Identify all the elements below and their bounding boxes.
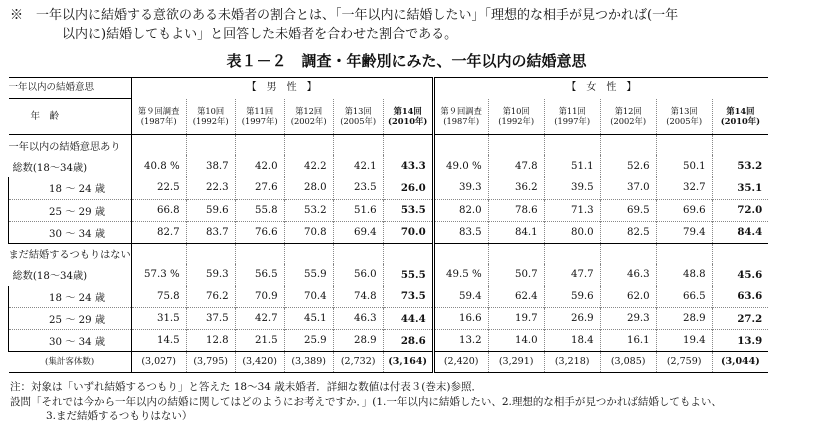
survey-header-male-1 (131, 99, 186, 135)
value-cell-female: 69.5 (600, 199, 656, 221)
value-cell-female: 48.8 (656, 264, 712, 286)
survey-year: (1997年) (241, 116, 278, 127)
group-label: 一年以内の結婚意思あり (8, 141, 121, 153)
blank-cell (433, 243, 488, 264)
value-cell-female: 50.1 (656, 155, 712, 177)
survey-year: (2002年) (290, 116, 327, 127)
value-cell-female: 26.9 (544, 308, 600, 330)
value-cell-male: 21.5 (235, 330, 284, 352)
survey-year: (2010年) (720, 116, 761, 127)
totals-cell-female: (2,420) (433, 352, 488, 373)
value-cell-female: 47.8 (488, 155, 544, 177)
survey-name: 第10回 (197, 106, 225, 117)
blank-cell (600, 135, 656, 156)
value-cell-female: 45.6 (712, 264, 768, 286)
value-cell-female: 72.0 (712, 199, 768, 221)
value-cell-male: 38.7 (186, 155, 235, 177)
table-row (9, 286, 769, 308)
row-label: 総数(18～34歳) (12, 162, 88, 174)
row-label: 18 ～ 24 歳 (9, 286, 132, 308)
value-cell-female: 18.4 (544, 330, 600, 352)
value-cell-female: 36.2 (488, 177, 544, 199)
survey-name: 第11回 (558, 106, 586, 117)
footnote-line-3: 3.まだ結婚するつもりはない） (46, 410, 193, 422)
value-cell-male: 74.8 (333, 286, 383, 308)
survey-year: (1992年) (498, 116, 535, 127)
blank-cell (284, 135, 333, 156)
value-cell-female: 13.2 (433, 330, 488, 352)
value-cell-female: 29.3 (600, 308, 656, 330)
blank-cell (383, 243, 433, 264)
value-cell-male: 25.9 (284, 330, 333, 352)
value-cell-female: 19.4 (656, 330, 712, 352)
survey-header-female-4 (600, 99, 656, 135)
value-cell-male: 42.2 (284, 155, 333, 177)
blank-cell (656, 135, 712, 156)
value-cell-male: 66.8 (131, 199, 186, 221)
value-cell-female: 28.9 (656, 308, 712, 330)
value-cell-male: 51.6 (333, 199, 383, 221)
totals-cell-male: (3,389) (284, 352, 333, 373)
value-cell-male: 59.3 (186, 264, 235, 286)
row-label: 25 ～ 29 歳 (9, 199, 132, 221)
row-label: 25 ～ 29 歳 (9, 308, 132, 330)
footnote-line-2: 設問「それでは今から一年以内の結婚に関してはどのようにお考えですか．」(1.一年以内に結婚したい、2.理想的な相手が見つかれば結婚してもよい、 (10, 396, 722, 408)
value-cell-male: 22.3 (186, 177, 235, 199)
survey-year: (1987年) (140, 116, 177, 127)
value-cell-female: 53.2 (712, 155, 768, 177)
value-cell-male: 83.7 (186, 221, 235, 243)
survey-year: (1992年) (192, 116, 229, 127)
footnote-line-1: 注：対象は「いずれ結婚するつもり」と答えた 18～34 歳未婚者．詳細な数値は付表３(巻末)参照． (10, 381, 482, 393)
blank-cell (235, 135, 284, 156)
blank-cell (656, 243, 712, 264)
table-row (9, 221, 769, 243)
value-cell-female: 82.0 (433, 199, 488, 221)
value-cell-female: 39.5 (544, 177, 600, 199)
value-cell-female: 84.4 (712, 221, 768, 243)
row-label: 総数(18～34歳) (12, 271, 88, 282)
blank-cell (544, 135, 600, 156)
survey-name: 第13回 (670, 106, 698, 117)
survey-header-male-6 (383, 99, 433, 135)
table-row (9, 155, 769, 177)
note-line-1: ※ 一年以内に結婚する意欲のある未婚者の割合とは、「一年以内に結婚したい」「理想的な相手が見つかれば(一年 (10, 8, 679, 23)
value-cell-male: 28.6 (383, 330, 433, 352)
group-header-row (9, 243, 769, 264)
survey-header-male-4 (284, 99, 333, 135)
survey-year: (1987年) (443, 116, 480, 127)
value-cell-male: 27.6 (235, 177, 284, 199)
survey-year: (2005年) (340, 116, 377, 127)
blank-cell (333, 243, 383, 264)
value-cell-male: 76.6 (235, 221, 284, 243)
totals-cell-male: (3,420) (235, 352, 284, 373)
group-label: まだ結婚するつもりはない (8, 250, 131, 261)
value-cell-male: 55.9 (284, 264, 333, 286)
value-cell-female: 49.5 % (433, 264, 488, 286)
totals-cell-female: (3,291) (488, 352, 544, 373)
table-row (9, 264, 769, 286)
value-cell-female: 63.6 (712, 286, 768, 308)
value-cell-male: 45.1 (284, 308, 333, 330)
survey-name: 第９回調査 (137, 106, 180, 117)
value-cell-female: 51.1 (544, 155, 600, 177)
table-row (9, 199, 769, 221)
survey-name: 第９回調査 (440, 106, 482, 117)
blank-cell (186, 135, 235, 156)
value-cell-male: 55.8 (235, 199, 284, 221)
survey-header-female-5 (656, 99, 712, 135)
value-cell-female: 59.4 (433, 286, 488, 308)
value-cell-female: 39.3 (433, 177, 488, 199)
value-cell-male: 57.3 % (131, 264, 186, 286)
survey-header-male-2 (186, 99, 235, 135)
value-cell-male: 42.0 (235, 155, 284, 177)
row-label: 18 ～ 24 歳 (9, 177, 132, 199)
totals-cell-female: (3,044) (712, 352, 768, 373)
value-cell-female: 16.6 (433, 308, 488, 330)
blank-cell (383, 135, 433, 156)
value-cell-female: 62.0 (600, 286, 656, 308)
value-cell-female: 49.0 % (433, 155, 488, 177)
blank-cell (712, 135, 768, 156)
survey-name: 第13回 (344, 106, 372, 117)
value-cell-male: 70.9 (235, 286, 284, 308)
totals-cell-male: (2,732) (333, 352, 383, 373)
value-cell-female: 71.3 (544, 199, 600, 221)
value-cell-male: 14.5 (131, 330, 186, 352)
totals-cell-female: (3,218) (544, 352, 600, 373)
value-cell-male: 53.5 (383, 199, 433, 221)
blank-cell (488, 135, 544, 156)
value-cell-male: 26.0 (383, 177, 433, 199)
value-cell-female: 50.7 (488, 264, 544, 286)
value-cell-male: 53.2 (284, 199, 333, 221)
value-cell-male: 31.5 (131, 308, 186, 330)
male-header: 【 男 性 】 (131, 78, 433, 99)
value-cell-female: 69.6 (656, 199, 712, 221)
value-cell-male: 55.5 (383, 264, 433, 286)
female-header: 【 女 性 】 (433, 78, 768, 99)
survey-header-male-3 (235, 99, 284, 135)
blank-cell (235, 243, 284, 264)
value-cell-male: 28.0 (284, 177, 333, 199)
value-cell-female: 82.5 (600, 221, 656, 243)
value-cell-male: 44.4 (383, 308, 433, 330)
blank-cell (712, 243, 768, 264)
value-cell-male: 56.5 (235, 264, 284, 286)
value-cell-male: 42.1 (333, 155, 383, 177)
value-cell-female: 78.6 (488, 199, 544, 221)
totals-label: (集計客体数) (45, 357, 95, 367)
value-cell-female: 84.1 (488, 221, 544, 243)
value-cell-male: 37.5 (186, 308, 235, 330)
survey-year: (2005年) (666, 116, 703, 127)
survey-header-male-5 (333, 99, 383, 135)
blank-cell (284, 243, 333, 264)
survey-name: 第14回 (393, 106, 422, 117)
blank-cell (333, 135, 383, 156)
row-header-intention: 一年以内の結婚意思 (9, 78, 132, 99)
survey-header-female-1 (433, 99, 488, 135)
value-cell-male: 69.4 (333, 221, 383, 243)
value-cell-male: 40.8 % (131, 155, 186, 177)
table-row (9, 177, 769, 199)
value-cell-female: 79.4 (656, 221, 712, 243)
value-cell-female: 66.5 (656, 286, 712, 308)
value-cell-male: 22.5 (131, 177, 186, 199)
survey-year: (1997年) (554, 116, 591, 127)
totals-row (9, 352, 769, 373)
survey-name: 第14回 (726, 106, 755, 117)
value-cell-male: 43.3 (383, 155, 433, 177)
value-cell-female: 27.2 (712, 308, 768, 330)
value-cell-female: 59.6 (544, 286, 600, 308)
value-cell-male: 12.8 (186, 330, 235, 352)
value-cell-female: 13.9 (712, 330, 768, 352)
row-header-age: 年 齢 (30, 110, 60, 122)
value-cell-female: 46.3 (600, 264, 656, 286)
totals-cell-male: (3,164) (383, 352, 433, 373)
blank-cell (600, 243, 656, 264)
survey-header-female-3 (544, 99, 600, 135)
value-cell-female: 47.7 (544, 264, 600, 286)
blank-cell (131, 135, 186, 156)
totals-cell-male: (3,027) (131, 352, 186, 373)
totals-cell-female: (3,085) (600, 352, 656, 373)
value-cell-male: 76.2 (186, 286, 235, 308)
value-cell-female: 19.7 (488, 308, 544, 330)
blank-cell (186, 243, 235, 264)
survey-year: (2010年) (388, 116, 428, 127)
table-title: 表１－２ 調査・年齢別にみた、一年以内の結婚意思 (226, 52, 587, 70)
value-cell-male: 70.0 (383, 221, 433, 243)
survey-name: 第12回 (295, 106, 323, 117)
value-cell-female: 37.0 (600, 177, 656, 199)
value-cell-female: 35.1 (712, 177, 768, 199)
value-cell-female: 83.5 (433, 221, 488, 243)
value-cell-male: 70.4 (284, 286, 333, 308)
blank-cell (544, 243, 600, 264)
value-cell-female: 80.0 (544, 221, 600, 243)
note-line-2: 以内に)結婚してもよい」と回答した未婚者を合わせた割合である。 (62, 27, 458, 42)
value-cell-male: 82.7 (131, 221, 186, 243)
value-cell-male: 75.8 (131, 286, 186, 308)
survey-header-female-6 (712, 99, 768, 135)
value-cell-male: 56.0 (333, 264, 383, 286)
survey-name: 第11回 (246, 106, 274, 117)
totals-cell-female: (2,759) (656, 352, 712, 373)
marriage-intention-table (8, 77, 768, 373)
value-cell-male: 46.3 (333, 308, 383, 330)
survey-name: 第10回 (502, 106, 530, 117)
value-cell-female: 16.1 (600, 330, 656, 352)
blank-cell (433, 135, 488, 156)
blank-cell (488, 243, 544, 264)
row-label: 30 ～ 34 歳 (9, 330, 132, 352)
value-cell-male: 23.5 (333, 177, 383, 199)
value-cell-female: 14.0 (488, 330, 544, 352)
value-cell-male: 42.7 (235, 308, 284, 330)
totals-cell-male: (3,795) (186, 352, 235, 373)
survey-name: 第12回 (614, 106, 642, 117)
survey-year: (2002年) (610, 116, 647, 127)
value-cell-female: 52.6 (600, 155, 656, 177)
blank-cell (131, 243, 186, 264)
group-header-row (9, 135, 769, 156)
value-cell-male: 73.5 (383, 286, 433, 308)
row-label: 30 ～ 34 歳 (9, 221, 132, 243)
value-cell-female: 32.7 (656, 177, 712, 199)
value-cell-male: 59.6 (186, 199, 235, 221)
table-row (9, 308, 769, 330)
table-row (9, 330, 769, 352)
value-cell-female: 62.4 (488, 286, 544, 308)
value-cell-male: 28.9 (333, 330, 383, 352)
value-cell-male: 70.8 (284, 221, 333, 243)
survey-header-female-2 (488, 99, 544, 135)
